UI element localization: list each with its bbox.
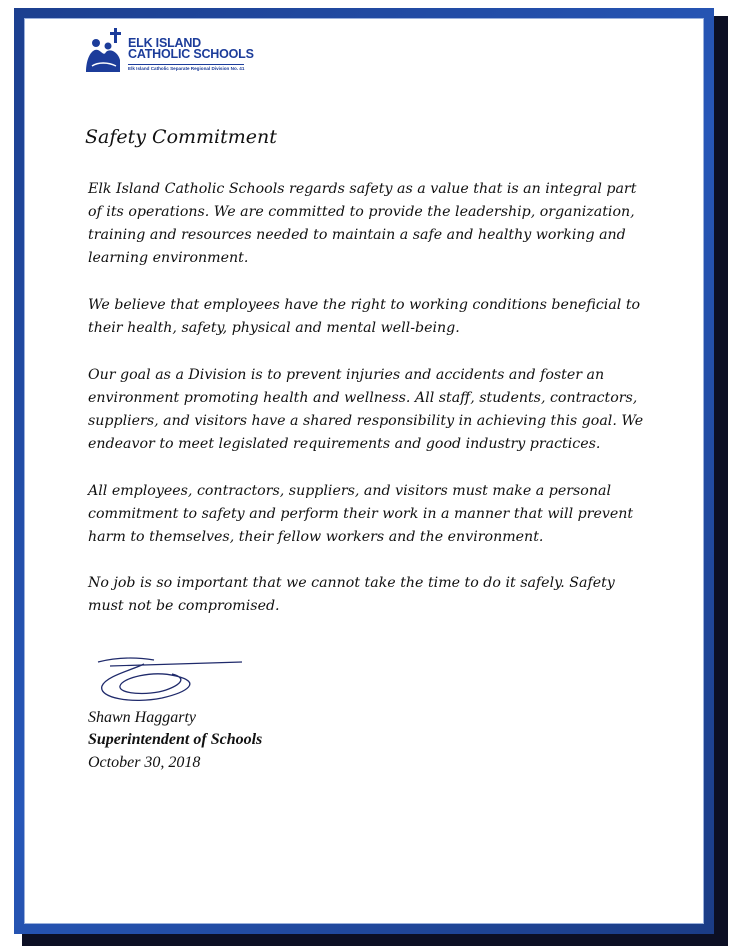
document-title: Safety Commitment	[85, 126, 277, 148]
signoff-date: October 30, 2018	[88, 754, 201, 771]
school-logo	[84, 28, 259, 76]
logo-emblem-icon	[84, 28, 128, 74]
paragraph-2: We believe that employees have the right to working conditions beneficial to their health, safety, physical and mental well-being.	[88, 297, 641, 336]
logo-subline: Elk Island Catholic Separate Regional Division No. 41	[128, 66, 245, 71]
logo-wordmark	[128, 38, 254, 60]
page-content-area	[24, 18, 704, 924]
handwritten-signature	[92, 648, 252, 708]
paragraph-3: Our goal as a Division is to prevent injuries and accidents and foster an environment promoting health and wellness. All staff, students, contractors, suppliers, and visitors have a shared responsibility in achieving this goal. We endeavor to meet legislated requirements and good industry practices.	[88, 367, 644, 452]
logo-line-2: CATHOLIC SCHOOLS	[128, 47, 254, 61]
signer-name: Shawn Haggarty	[88, 709, 196, 726]
paragraph-1: Elk Island Catholic Schools regards safety as a value that is an integral part of its operations. We are committed to provide the leadership, organization, training and resources needed to maintain a safe and healthy working and learning environment.	[88, 181, 637, 266]
logo-line-1: ELK ISLAND	[128, 36, 202, 50]
signer-title: Superintendent of Schools	[88, 731, 263, 748]
paragraph-5: No job is so important that we cannot take the time to do it safely. Safety must not be compromised.	[88, 575, 615, 614]
paragraph-4: All employees, contractors, suppliers, and visitors must make a personal commitment to safety and perform their work in a manner that will prevent harm to themselves, their fellow workers and the environment.	[88, 483, 634, 545]
